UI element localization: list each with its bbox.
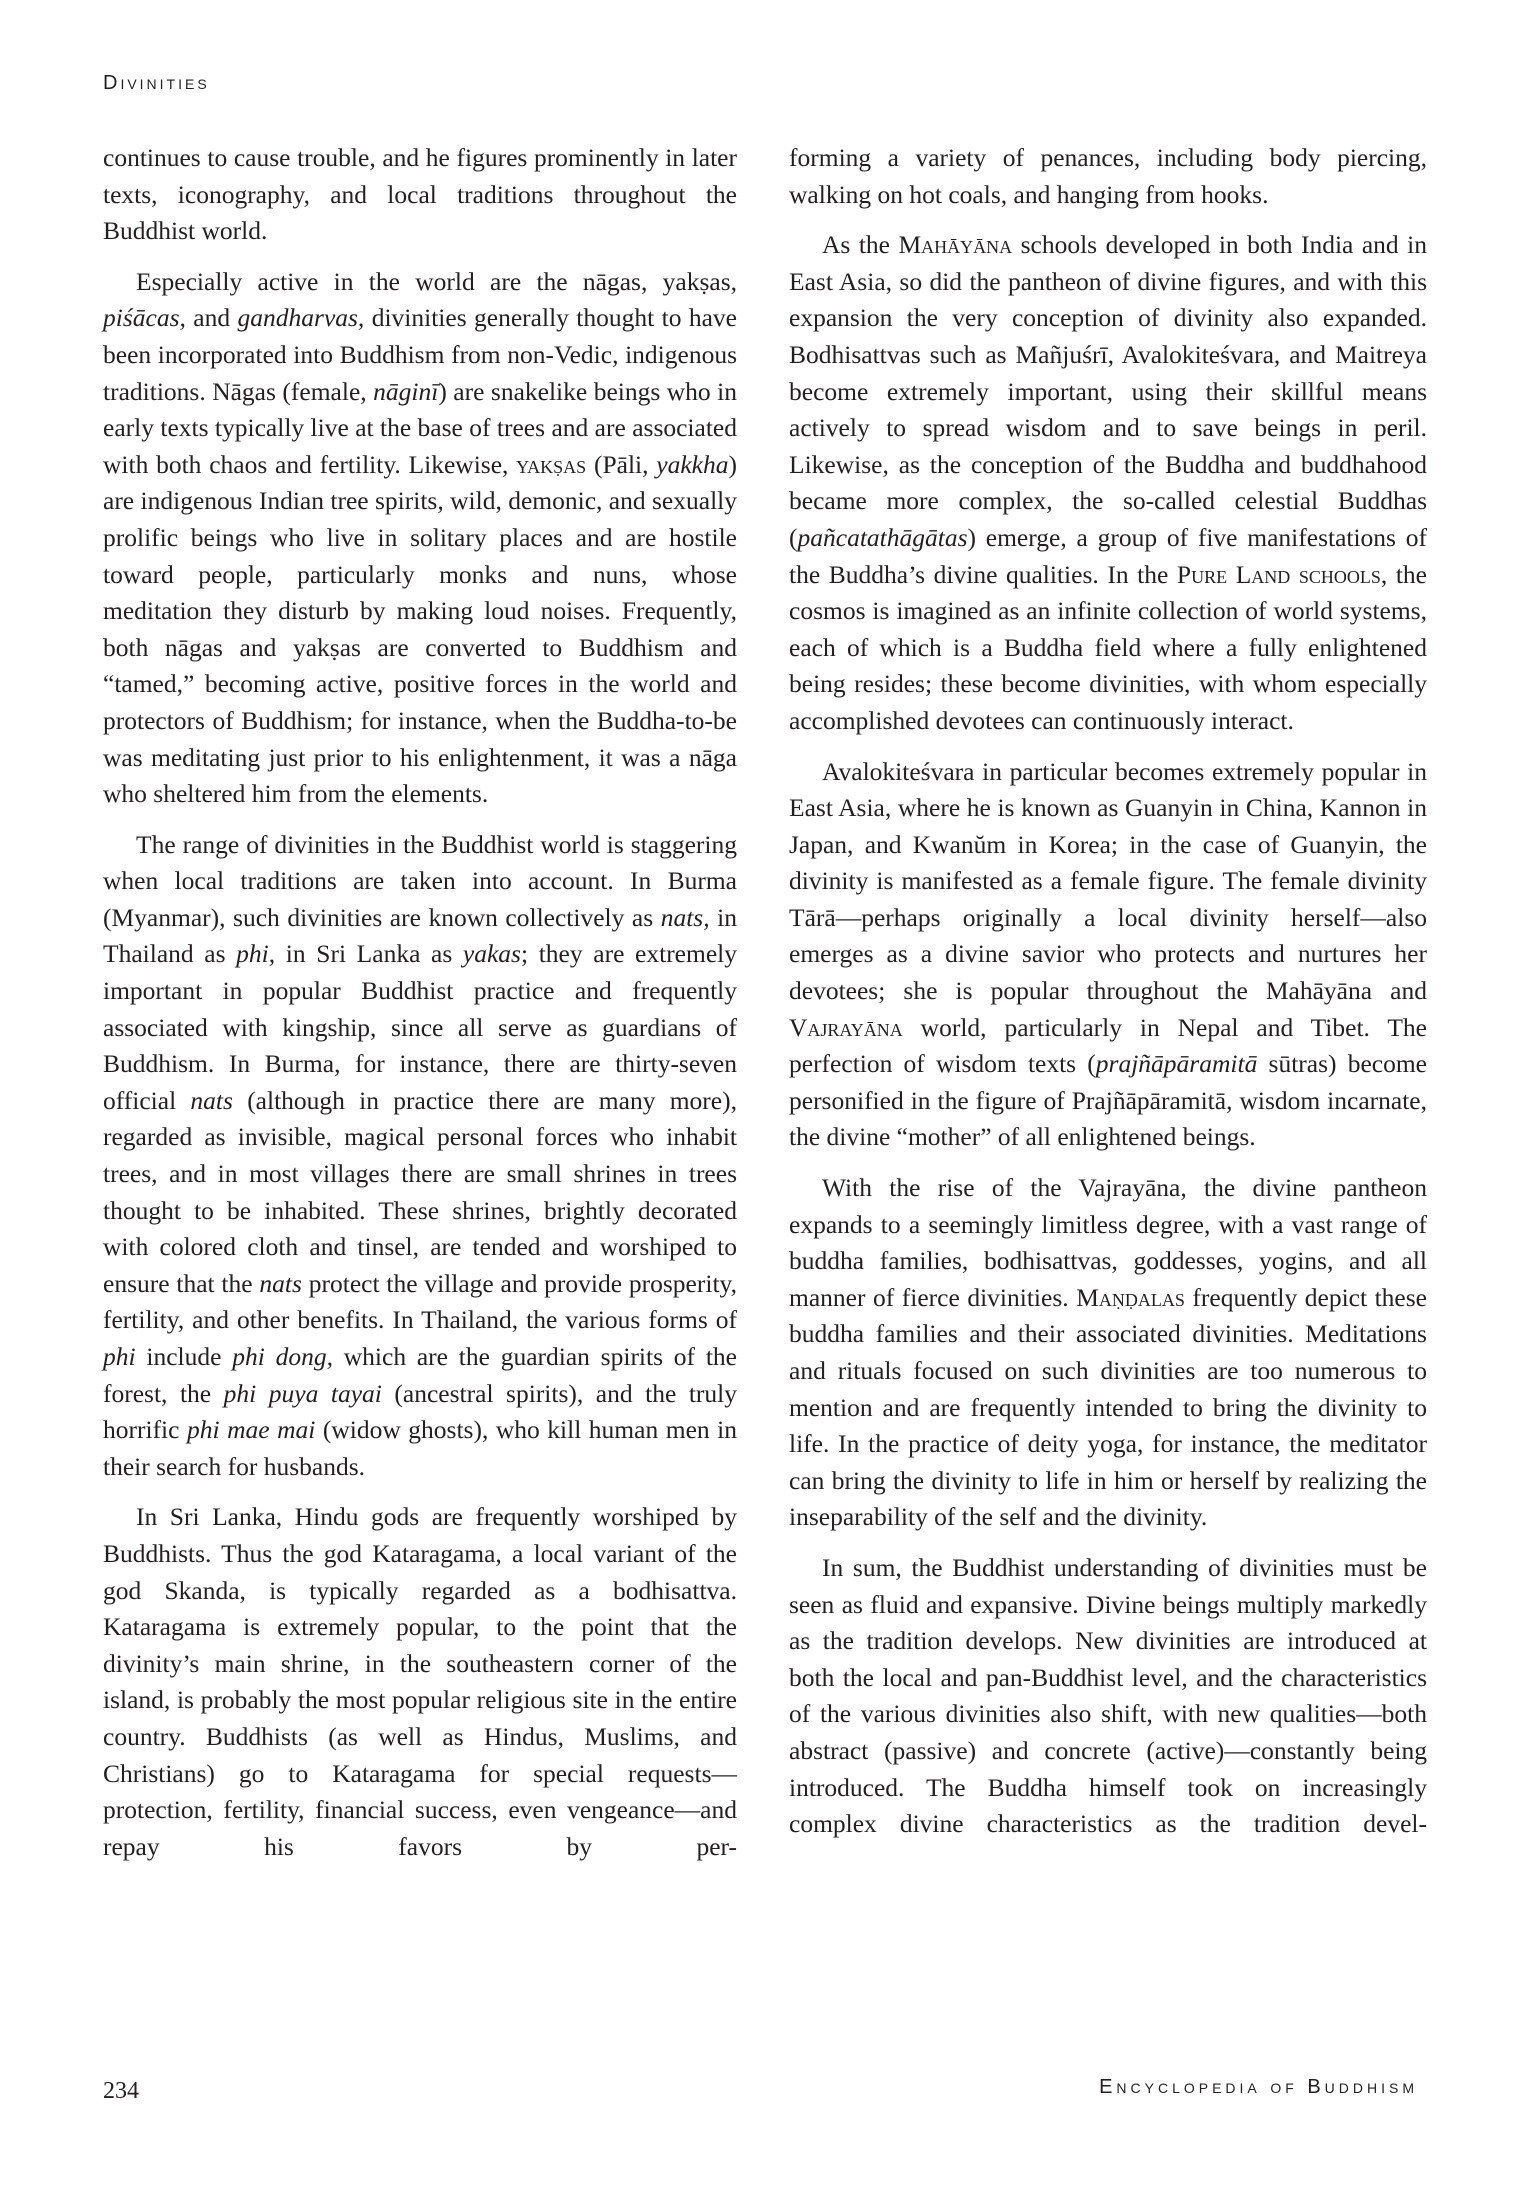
text-run: (widow ghosts), who kill human men in their search for husbands. [103,1415,737,1481]
paragraph-avalokitesvara [789,754,1427,1157]
book-title: Encyclopedia of Buddhism [1099,2076,1418,2098]
running-head: Divinities [103,72,210,94]
italic-term: prajñāpāramitā [1095,1049,1258,1079]
italic-term: piśācas, [103,303,186,333]
page-number: 234 [103,2078,139,2104]
right-column [789,140,1427,1857]
italic-term: phi mae mai [186,1415,316,1445]
text-run: in Thailand as [103,902,737,969]
paragraph-continued: forming a variety of penances, including body piercing, walking on hot coals, and hanging from hooks. [789,143,1427,209]
text-run: and [185,303,238,333]
left-column [103,140,737,1879]
paragraph-continued: continues to cause trouble, and he figures prominently in later texts, iconography, and local traditions throughout the Buddhist world. [103,143,737,246]
paragraph-mahayana [789,227,1427,739]
text-run: ) are snakelike beings who in early texts typically live at the base of trees and are associated with both chaos and fertility. Likewise, [103,376,738,479]
italic-term: phi dong, [232,1342,333,1371]
text-run: With the rise of the Vajrayāna, the divine pantheon expands to a seemingly limitless degree, with a vast range of buddha families, bodhisattvas, goddesses, yogins, and all manner of fierce divinities. [789,1173,1427,1312]
italic-term: yakkha [656,449,729,479]
italic-term: nats [259,1268,302,1298]
cross-reference-mandalas[interactable]: Maṇḍalas [1076,1282,1185,1312]
text-run: ; they are extremely important in popular Buddhist practice and frequently associated with kingship, since all serve as guardians of Buddhism. In Burma, for instance, there are thirty-seven official [103,939,737,1115]
text-run: (Pāli, [586,449,657,479]
cross-reference-vajrayana[interactable]: Vajrayāna [789,1012,903,1042]
text-run: Especially active in the world are the nāgas, yakṣas, [136,266,737,296]
text-run: which are the guardian spirits of the forest, the [103,1342,737,1408]
text-run: Avalokiteśvara in particular becomes extremely popular in East Asia, where he is known as Guanyin in China, Kannon in Japan, and Kwanŭm in Korea; in the case of Guanyin, the divinity is manifested as a female figure. The female divinity Tārā—perhaps originally a local divinity herself—also emerges as a divine savior who protects and nurtures her devotees; she is popular throughout the Mahāyāna and [789,756,1427,1006]
text-run: include [135,1342,233,1371]
text-run: protect the village and provide prosperity, fertility, and other benefits. In Thailand, the various forms of [103,1268,737,1335]
italic-term: nats, [660,902,710,932]
paragraph-nagas-yaksas [103,264,737,813]
text-run: in Sri Lanka as [275,939,463,969]
paragraph-range-of-divinities [103,827,737,1486]
text-run: (ancestral spirits), and the truly horrific [103,1378,738,1445]
paragraph-in-sum: In sum, the Buddhist understanding of divinities must be seen as fluid and expansive. Divine beings multiply markedly as the tradition develops. New divinities are introduced at both the local and pan-Buddhist level, and the characteristics of the various divinities also shift, with new qualities—both abstract (passive) and concrete (active)—constantly being introduced. The Buddha himself took on increasingly complex divine characteristics as the tradition devel- [789,1552,1427,1839]
text-run: (although in practice there are many more), regarded as invisible, magical personal forces who inhabit trees, and in most villages there are small shrines in trees thought to be inhabited. These shrines, brightly decorated with colored cloth and tinsel, are tended and worshiped to ensure that the [103,1085,737,1298]
text-run: ) emerge, a group of five manifestations of the Buddha’s divine qualities. In the [789,522,1427,589]
italic-term: gandharvas, [237,303,365,333]
text-run: ) are indigenous Indian tree spirits, wild, demonic, and sexually prolific beings who live in solitary places and are hostile toward people, particularly monks and nuns, whose meditation they disturb by making loud noises. Frequently, both nāgas and yakṣas are converted to Buddhism and “tamed,” becoming active, positive forces in the world and protectors of Buddhism; for instance, when the Buddha-to-be was meditating just prior to his enlightenment, it was a nāga who sheltered him from the elements. [103,449,737,809]
text-run: divinities generally thought to have been incorporated into Buddhism from non-Vedic, indigenous traditions. Nāgas (female, [103,303,738,406]
cross-reference-mahayana[interactable]: Mahāyāna [898,230,1013,260]
text-run: frequently depict these buddha families and their associated divinities. Meditations and rituals focused on such divinities are too numerous to mention and are frequently intended to bring the divinity to life. In the practice of deity yoga, for instance, the meditator can bring the divinity to life in him or herself by realizing the inseparability of the self and the divinity. [789,1282,1427,1532]
paragraph-sri-lanka: In Sri Lanka, Hindu gods are frequently worshiped by Buddhists. Thus the god Kataragama, a local variant of the god Skanda, is typically regarded as a bodhisattva. Kataragama is extremely popular, to the point that the divinity’s main shrine, in the southeastern corner of the island, is probably the most popular religious site in the entire country. Buddhists (as well as Hindus, Muslims, and Christians) go to Kataragama for special requests—protection, fertility, financial success, even vengeance—and repay his favors by per- [103,1502,737,1861]
italic-term: yakas [462,939,521,969]
italic-term: phi, [236,939,276,969]
paragraph-vajrayana [789,1170,1427,1536]
italic-term: nats [190,1085,233,1115]
cross-reference-yaksas[interactable]: yakṣas [516,449,587,479]
italic-term: nāginī [373,376,439,406]
italic-term: phi puya tayai [223,1378,382,1408]
italic-term: pañcatathāgātas [797,522,968,552]
text-run: , the cosmos is imagined as an infinite collection of world systems, each of which is a Buddha field where a fully enlightened being resides; these become divinities, with whom especially accomplished devotees can continuously interact. [789,559,1427,735]
text-run: The range of divinities in the Buddhist world is staggering when local traditions are taken into account. In Burma (Myanmar), such divinities are known collectively as [103,829,737,932]
cross-reference-pure-land-schools[interactable]: Pure Land schools [1176,559,1381,589]
text-run: sūtras) become personified in the figure of Prajñāpāramitā, wisdom incarnate, the divine “mother” of all enlightened beings. [789,1049,1427,1152]
text-run: world, particularly in Nepal and Tibet. The perfection of wisdom texts ( [789,1012,1427,1079]
text-run: schools developed in both India and in East Asia, so did the pantheon of divine figures, and with this expansion the very conception of divinity also expanded. Bodhisattvas such as Mañjuśrī, Avalokiteśvara, and Maitreya become extremely important, using their skillful means actively to spread wisdom and to save beings in peril. Likewise, as the conception of the Buddha and buddhahood became more complex, the so-called celestial Buddhas ( [789,230,1427,552]
text-run: As the [822,230,899,260]
italic-term: phi [103,1342,136,1371]
